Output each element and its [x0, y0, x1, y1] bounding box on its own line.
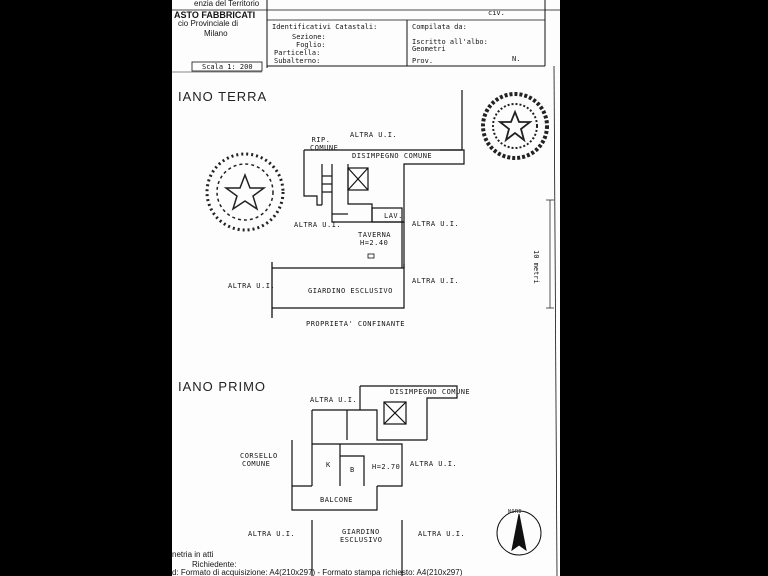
giardino-esclusivo: GIARDINO ESCLUSIVO	[308, 287, 393, 295]
cadastral-title: Identificativi Catastali:	[272, 23, 378, 31]
ground-disimpegno: DISIMPEGNO COMUNE	[352, 152, 433, 160]
balcone-label: BALCONE	[320, 496, 354, 504]
corsello-label: CORSELLO	[240, 452, 278, 460]
ground-altra-right: ALTRA U.I.	[412, 220, 460, 228]
registered-label: Iscritto all'albo:	[412, 38, 488, 46]
civ-label: civ.	[488, 9, 505, 17]
bathroom-label: B	[350, 466, 355, 474]
ground-altra-bl: ALTRA U.I.	[228, 282, 276, 290]
ground-floor-title: IANO TERRA	[178, 89, 268, 104]
lav-label: LAV.	[384, 212, 403, 220]
first-floor-title: IANO PRIMO	[178, 379, 267, 394]
first-altra-bl: ALTRA U.I.	[248, 530, 296, 538]
north-label: NORD	[508, 509, 523, 515]
prov-label: Prov.	[412, 57, 434, 65]
ground-altra-left: ALTRA U.I.	[294, 221, 342, 229]
agency-line: enzia del Territorio	[194, 0, 260, 8]
rip-comune-label: RIP. COMUNE	[310, 136, 339, 152]
city-name: Milano	[204, 29, 228, 38]
side-scale-label: 10 metri	[532, 250, 540, 284]
first-altra-right: ALTRA U.I.	[410, 460, 458, 468]
office-name: ASTO FABBRICATI	[174, 10, 256, 20]
ground-altra-top: ALTRA U.I.	[350, 131, 398, 139]
proprieta-confinante: PROPRIETA' CONFINANTE	[306, 320, 406, 328]
first-giardino: GIARDINO	[342, 528, 380, 536]
taverna-label: TAVERNA	[358, 231, 392, 239]
first-esclusivo: ESCLUSIVO	[340, 536, 383, 544]
ground-altra-br: ALTRA U.I.	[412, 277, 460, 285]
north-arrow	[497, 511, 541, 555]
sub-label: Subalterno:	[274, 57, 321, 65]
sheet-label: Foglio:	[296, 41, 326, 49]
first-height: H=2.70	[372, 463, 401, 471]
provincial-office: cio Provinciale di	[178, 19, 239, 28]
corsello-comune: COMUNE	[242, 460, 271, 468]
stamp-seal-left	[207, 154, 283, 230]
requester-label: Richiedente:	[192, 560, 237, 569]
n-label: N.	[512, 55, 521, 63]
first-disimpegno: DISIMPEGNO COMUNE	[390, 388, 471, 396]
kitchen-label: K	[326, 461, 331, 469]
stamp-seal-right	[483, 94, 547, 158]
first-altra-br: ALTRA U.I.	[418, 530, 466, 538]
section-label: Sezione:	[292, 33, 326, 41]
scale-label: Scala 1: 200	[202, 63, 253, 71]
parcel-label: Particella:	[274, 49, 321, 57]
format-line: d: Formato di acquisizione: A4(210x297) - Formato stampa richiesto: A4(210x297)	[172, 568, 463, 576]
profession-label: Geometri	[412, 45, 446, 53]
first-floor-plan	[292, 386, 457, 576]
taverna-height: H=2.40	[360, 239, 389, 247]
first-altra-top: ALTRA U.I.	[310, 396, 358, 404]
floor-plan-sheet	[172, 0, 560, 576]
compiled-label: Compilata da:	[412, 23, 467, 31]
metric-note: netria in atti	[172, 550, 214, 559]
